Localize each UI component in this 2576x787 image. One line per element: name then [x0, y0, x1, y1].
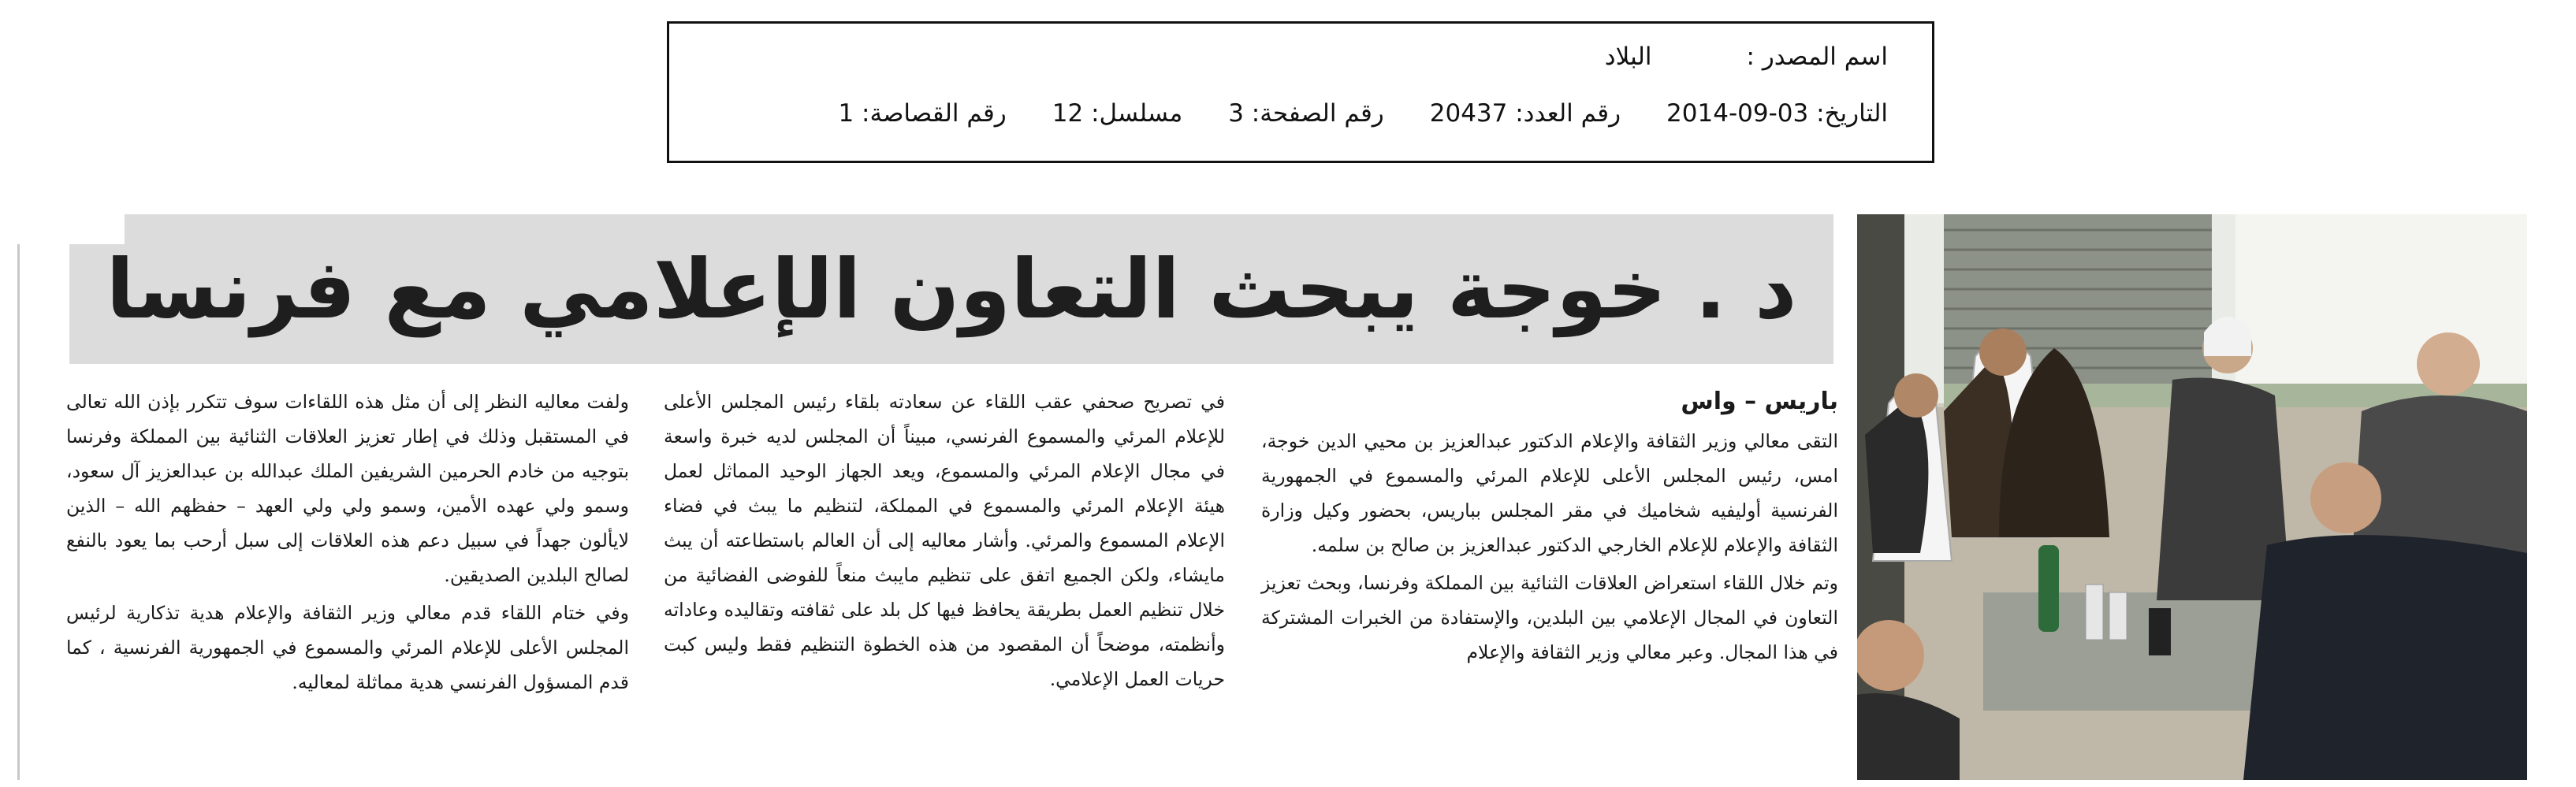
publication-details-row: [792, 99, 1888, 128]
source-info-box: [667, 21, 1934, 163]
article-column-right: [1261, 384, 1838, 673]
paragraph: في تصريح صحفي عقب اللقاء عن سعادته بلقاء رئيس المجلس الأعلى للإعلام المرئي والمسموع الفرنسي، مبيناً أن المجلس لديه خبرة واسعة في مجال الإعلام المرئي والمسموع، ويعد الجهاز الوحيد المماثل لعمل هيئة الإعلام المرئي والمسموع في المملكة، لتنظيم ما يبث في فضاء الإعلام المسموع والمرئي. وأشار معاليه إلى أن العالم باستطاعته أن يبث مايشاء، ولكن الجميع اتفق على تنظيم مايبث منعاً للفوضى الفضائية من خلال تنظيم العمل بطريقة يحافظ فيها كل بلد على ثقافته وتقاليده وعاداته وأنظمته، موضحاً أن المقصود من هذه الخطوة التنظيم فقط وليس كبت حريات العمل الإعلامي.: [664, 391, 1225, 690]
article-column-middle: [664, 384, 1225, 700]
page-number: رقم الصفحة: 3: [1228, 99, 1384, 128]
source-value: البلاد: [1604, 43, 1652, 71]
meeting-photo-illustration: [1857, 214, 2527, 780]
issue-number: رقم العدد: 20437: [1429, 99, 1621, 128]
date-field: التاريخ: 03-09-2014: [1666, 99, 1888, 128]
serial-number: مسلسل: 12: [1052, 99, 1183, 128]
article-headline: د . خوجة يبحث التعاون الإعلامي مع فرنسا: [106, 241, 1797, 337]
dateline: باريس – واس: [1681, 388, 1838, 415]
clip-number: رقم القصاصة: 1: [838, 99, 1007, 128]
article-photo: [1857, 214, 2527, 780]
margin-rule: [17, 244, 20, 780]
paragraph: وتم خلال اللقاء استعراض العلاقات الثنائية بين المملكة وفرنسا، وبحث تعزيز التعاون في المجال الإعلامي بين البلدين، والإستفادة من الخبرات المشتركة في هذا المجال. وعبر معالي وزير الثقافة والإعلام: [1261, 572, 1838, 663]
source-row: [1559, 43, 1888, 71]
source-label: اسم المصدر :: [1746, 43, 1888, 71]
paragraph: وفي ختام اللقاء قدم معالي وزير الثقافة والإعلام هدية تذكارية لرئيس المجلس الأعلى للإعلام المرئي والمسموع في الجمهورية الفرنسية ، كما قدم المسؤول الفرنسي هدية مماثلة لمعاليه.: [66, 602, 629, 693]
article-column-left: [66, 384, 629, 703]
paragraph: ولفت معاليه النظر إلى أن مثل هذه اللقاءات سوف تتكرر بإذن الله تعالى في المستقبل وذلك في إطار تعزيز العلاقات الثنائية بين المملكة وفرنسا بتوجيه من خادم الحرمين الشريفين الملك عبدالله بن عبدالعزيز آل سعود، وسمو ولي عهده الأمين، وسمو ولي ولي العهد – حفظهم الله – الذين لايألون جهداً في سبيل دعم هذه العلاقات إلى سبل أرحب بما يعود بالنفع لصالح البلدين الصديقين.: [66, 391, 629, 586]
paragraph: التقى معالي وزير الثقافة والإعلام الدكتور عبدالعزيز بن محيي الدين خوجة، امس، رئيس المجلس الأعلى للإعلام المرئي والمسموع في الجمهورية الفرنسية أوليفيه شخاميك في مقر المجلس بباريس، بحضور وكيل وزارة الثقافة والإعلام للإعلام الخارجي الدكتور عبدالعزيز بن صالح بن سلمه.: [1261, 430, 1838, 556]
